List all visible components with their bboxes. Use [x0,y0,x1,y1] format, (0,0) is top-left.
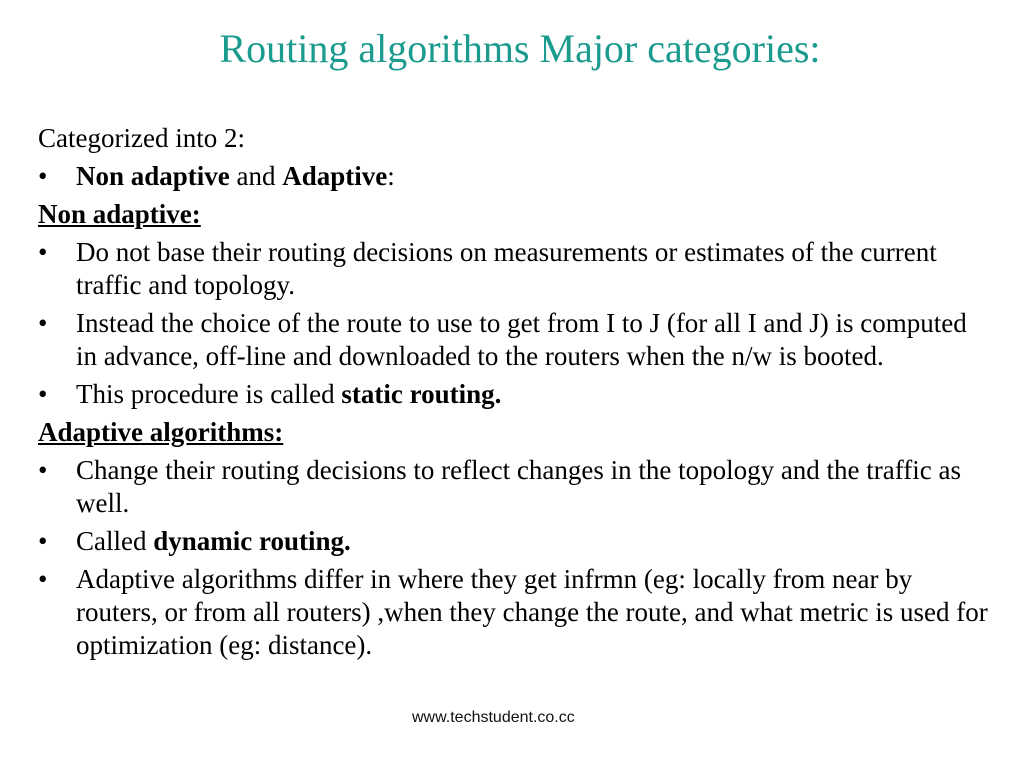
categories-bullet [38,160,988,193]
slide-body [38,122,988,667]
bullet-dot: • [38,526,48,556]
bullet-text: Instead the choice of the route to use to get from I to J (for all I and J) is computed in advance, off-line and downloaded to the routers when the n/w is booted. [76,308,967,371]
adaptive-heading: Adaptive algorithms: [38,417,284,447]
intro-text: Categorized into 2: [38,123,245,153]
bullet-text: Called [76,526,154,556]
adaptive-term: Adaptive [282,161,388,191]
bullet-dot: • [38,564,48,594]
bullet-text: Change their routing decisions to reflect changes in the topology and the traffic as well. [76,455,961,518]
footer-url: www.techstudent.co.cc [412,709,575,726]
non-adaptive-item-2 [38,307,988,373]
non-adaptive-item-1 [38,236,988,302]
dynamic-routing-term: dynamic routing. [153,526,351,556]
bullet-dot: • [38,455,48,485]
bullet-dot: • [38,237,48,267]
bullet-text: Adaptive algorithms differ in where they get infrmn (eg: locally from near by routers, or from all routers) ,when they change the route, and what metric is used for optimization (eg: distance). [76,564,988,660]
non-adaptive-item-3 [38,378,988,411]
colon-text: : [387,161,395,191]
bullet-text: This procedure is called [76,379,342,409]
bullet-dot: • [38,308,48,338]
adaptive-item-3 [38,563,988,662]
and-text: and [229,161,283,191]
bullet-dot: • [38,161,48,191]
slide-title: Routing algorithms Major categories: [219,26,821,71]
adaptive-item-2 [38,525,988,558]
bullet-text: Do not base their routing decisions on measurements or estimates of the current traffic and topology. [76,237,937,300]
adaptive-item-1 [38,454,988,520]
non-adaptive-heading: Non adaptive: [38,199,201,229]
non-adaptive-term: Non adaptive [76,161,230,191]
static-routing-term: static routing. [341,379,502,409]
bullet-dot: • [38,379,48,409]
